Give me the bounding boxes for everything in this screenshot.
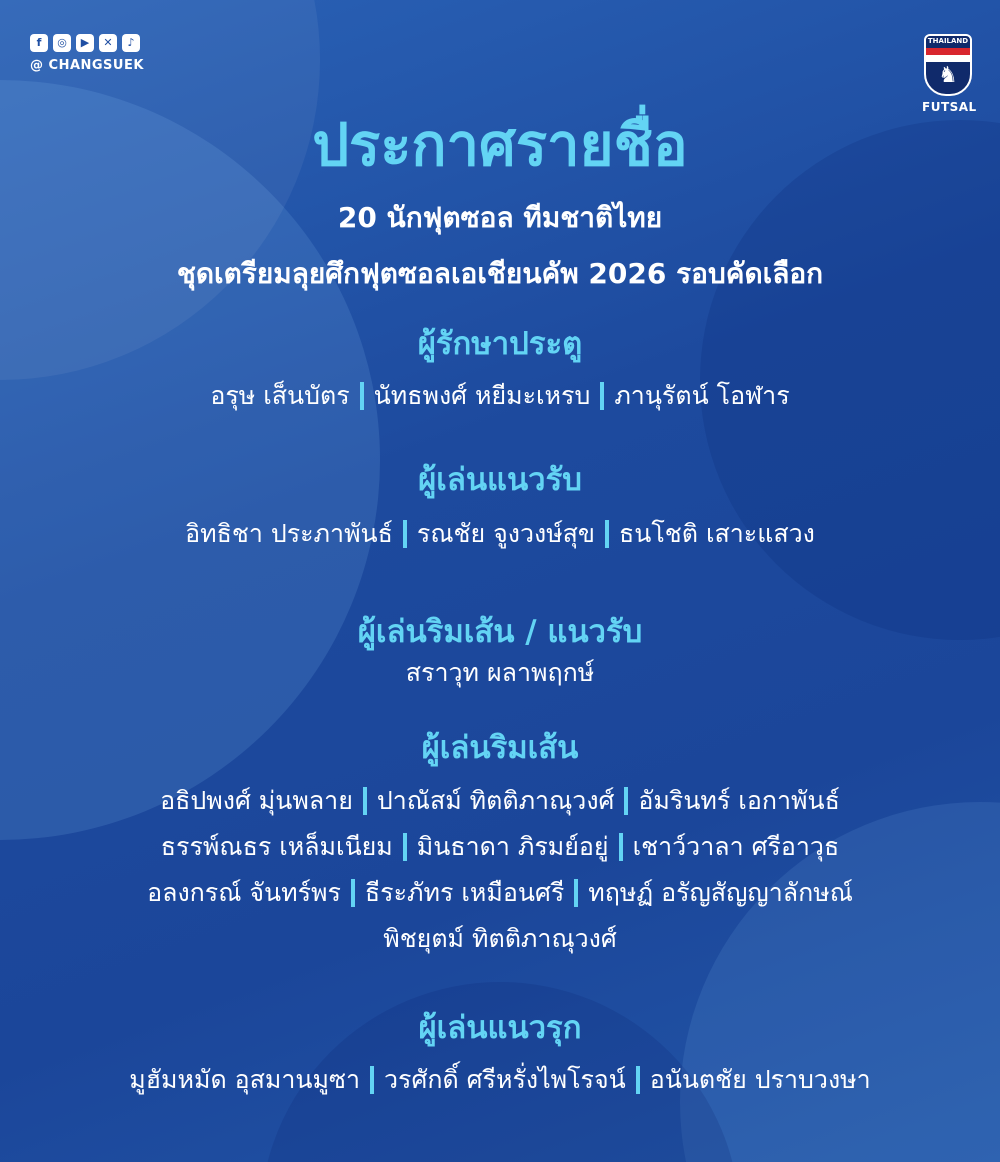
facebook-icon[interactable]: f bbox=[30, 34, 48, 52]
social-icons bbox=[30, 34, 140, 52]
player-name: นัทธพงศ์ หยีมะเหรบ bbox=[373, 381, 591, 410]
player-name: มูฮัมหมัด อุสมานมูซา bbox=[129, 1065, 361, 1094]
section-heading-goalkeepers: ผู้รักษาประตู bbox=[417, 326, 583, 362]
player-name: ธรรพ์ณธร เหล็มเนียม bbox=[160, 832, 393, 861]
divider bbox=[360, 382, 364, 410]
player-row bbox=[0, 922, 1000, 956]
player-row bbox=[0, 517, 1000, 551]
divider bbox=[370, 1066, 374, 1094]
x-icon[interactable]: ✕ bbox=[99, 34, 117, 52]
divider bbox=[403, 520, 407, 548]
subtitle-team: 20 นักฟุตซอล ทีมชาติไทย bbox=[337, 201, 663, 234]
player-name: ทฤษฏ์ อรัญสัญญาลักษณ์ bbox=[588, 878, 853, 907]
player-name: รณชัย จูงวงษ์สุข bbox=[416, 519, 596, 548]
divider bbox=[351, 879, 355, 907]
logo-label: FUTSAL bbox=[922, 100, 977, 114]
section-heading-wingers-defenders: ผู้เล่นริมเส้น / แนวรับ bbox=[357, 614, 643, 650]
player-name: อธิปพงศ์ มุ่นพลาย bbox=[160, 786, 353, 815]
shield-icon bbox=[924, 34, 972, 96]
player-row bbox=[0, 876, 1000, 910]
divider bbox=[636, 1066, 640, 1094]
player-name: ธนโชติ เสาะแสวง bbox=[619, 519, 815, 548]
player-row bbox=[0, 1063, 1000, 1097]
tiktok-icon[interactable]: ♪ bbox=[122, 34, 140, 52]
player-name: อัมรินทร์ เอกาพันธ์ bbox=[638, 786, 840, 815]
player-row bbox=[0, 379, 1000, 413]
player-name: อนันตชัย ปราบวงษา bbox=[649, 1065, 871, 1094]
youtube-icon[interactable]: ▶ bbox=[76, 34, 94, 52]
divider bbox=[574, 879, 578, 907]
logo-stripe bbox=[926, 55, 970, 62]
player-name: เชาว์วาลา ศรีอาวุธ bbox=[632, 832, 840, 861]
player-name: ปาณัสม์ ทิตติภาณุวงศ์ bbox=[376, 786, 615, 815]
thailand-futsal-logo bbox=[922, 34, 977, 114]
logo-top-text: THAILAND bbox=[927, 37, 969, 45]
player-name: อรุษ เส็นบัตร bbox=[210, 381, 350, 410]
social-handle: @ CHANGSUEK bbox=[30, 58, 144, 73]
section-heading-wingers: ผู้เล่นริมเส้น bbox=[421, 730, 579, 766]
player-row bbox=[0, 656, 1000, 690]
divider bbox=[600, 382, 604, 410]
divider bbox=[624, 787, 628, 815]
divider bbox=[605, 520, 609, 548]
section-heading-defenders: ผู้เล่นแนวรับ bbox=[418, 462, 582, 498]
divider bbox=[363, 787, 367, 815]
player-row bbox=[0, 830, 1000, 864]
player-name: พิชยุตม์ ทิตติภาณุวงศ์ bbox=[383, 924, 617, 953]
player-row bbox=[0, 784, 1000, 818]
page-title: ประกาศรายชื่อ bbox=[312, 111, 688, 179]
player-name: ธีระภัทร เหมือนศรี bbox=[364, 878, 565, 907]
instagram-icon[interactable]: ◎ bbox=[53, 34, 71, 52]
elephant-emblem-icon: ♞ bbox=[938, 63, 958, 88]
player-name: สราวุท ผลาพฤกษ์ bbox=[405, 658, 595, 687]
divider bbox=[619, 833, 623, 861]
player-name: อลงกรณ์ จันทร์พร bbox=[147, 878, 341, 907]
section-heading-forwards: ผู้เล่นแนวรุก bbox=[418, 1010, 582, 1046]
divider bbox=[403, 833, 407, 861]
player-name: มินธาดา ภิรมย์อยู่ bbox=[416, 832, 609, 861]
player-name: อิทธิชา ประภาพันธ์ bbox=[185, 519, 393, 548]
player-name: วรศักดิ์ ศรีหรั่งไพโรจน์ bbox=[384, 1065, 626, 1094]
player-name: ภานุรัตน์ โอฬาร bbox=[614, 381, 790, 410]
subtitle-tournament: ชุดเตรียมลุยศึกฟุตซอลเอเชียนคัพ 2026 รอบคัดเลือก bbox=[176, 257, 824, 290]
logo-stripe bbox=[926, 48, 970, 55]
